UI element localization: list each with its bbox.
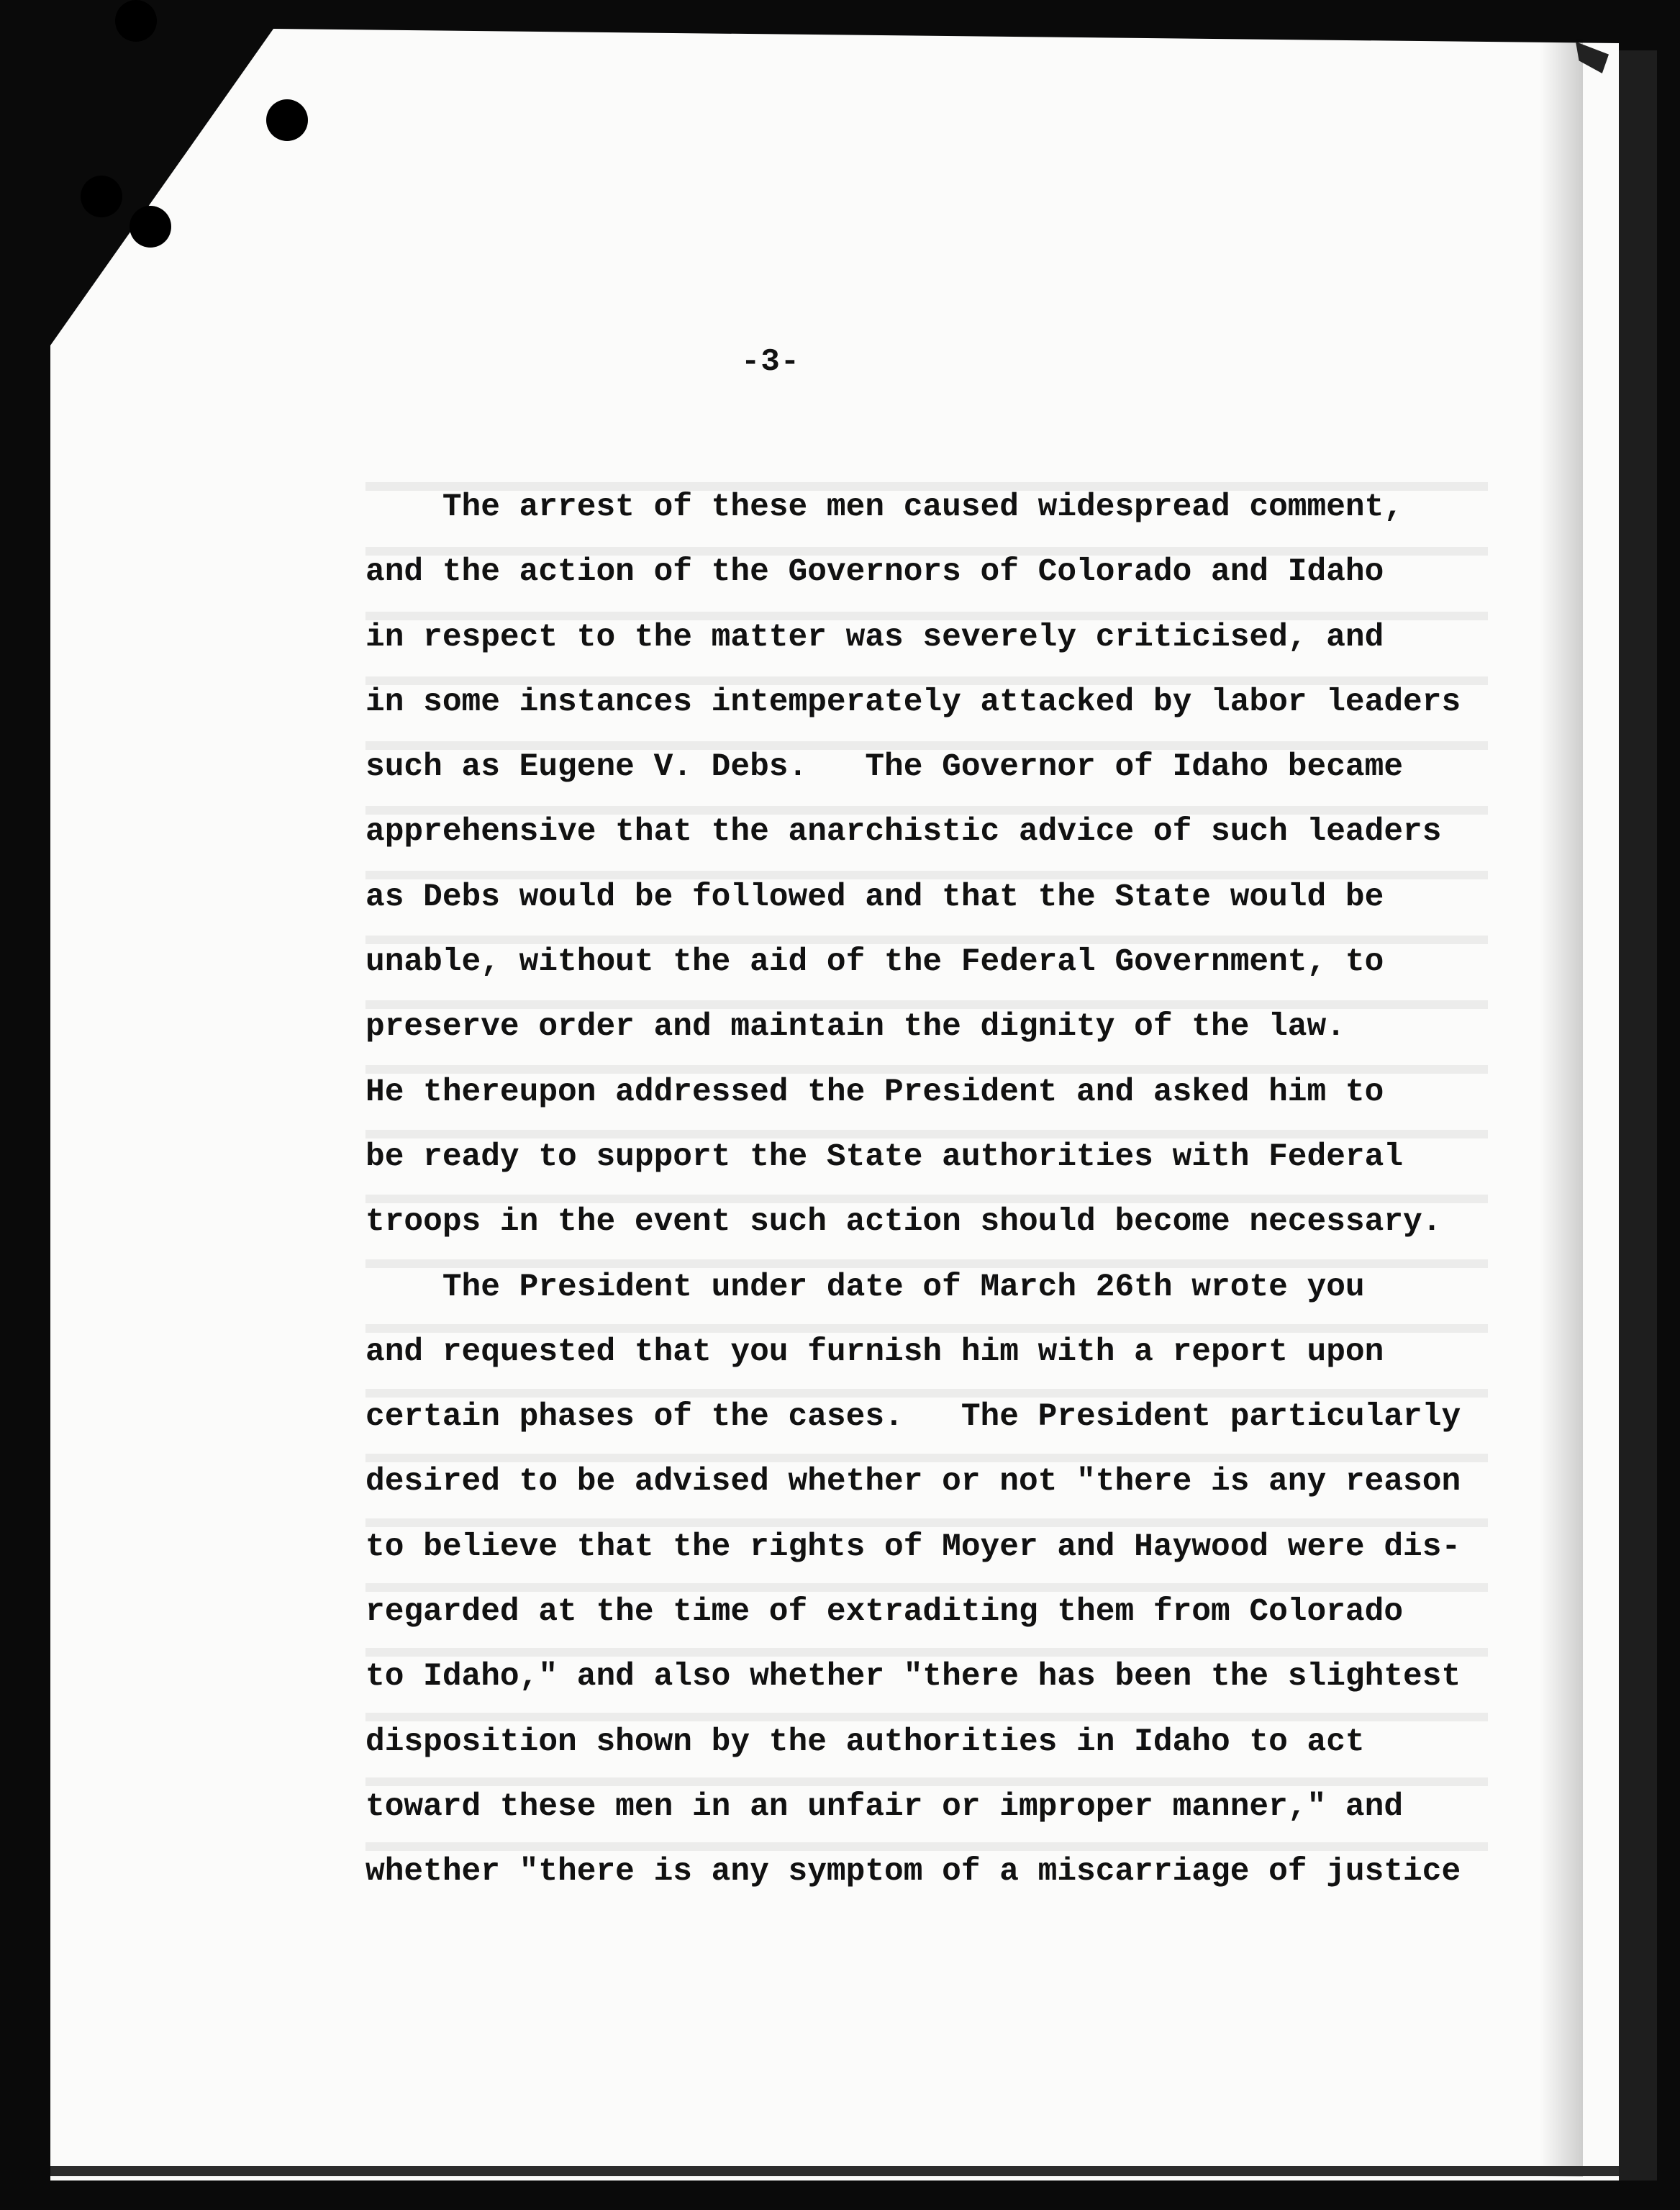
text-line: preserve order and maintain the dignity of the law.: [365, 1009, 1345, 1046]
text-line: be ready to support the State authorities with Federal: [365, 1138, 1404, 1175]
paper-shadow: [1540, 40, 1583, 2177]
text-line: to believe that the rights of Moyer and Haywood were dis-: [365, 1529, 1461, 1565]
text-line: troops in the event such action should become necessary.: [365, 1204, 1442, 1241]
text-line: in respect to the matter was severely criticised, and: [365, 619, 1384, 656]
text-line: and requested that you furnish him with a report upon: [365, 1333, 1384, 1370]
typed-body-text: [365, 475, 1488, 1905]
punch-hole: [115, 0, 157, 42]
text-line: He thereupon addressed the President and asked him to: [365, 1074, 1384, 1110]
text-line: regarded at the time of extraditing them from Colorado: [365, 1594, 1404, 1631]
punch-hole: [81, 176, 122, 217]
text-line: and the action of the Governors of Colorado and Idaho: [365, 554, 1384, 591]
punch-hole: [266, 99, 308, 141]
text-line: to Idaho," and also whether "there has been the slightest: [365, 1659, 1461, 1695]
text-line: toward these men in an unfair or improper manner," and: [365, 1788, 1404, 1825]
text-line: in some instances intemperately attacked by labor leaders: [365, 684, 1461, 720]
text-line: such as Eugene V. Debs. The Governor of Idaho became: [365, 749, 1404, 786]
text-line: whether "there is any symptom of a miscarriage of justice: [365, 1854, 1461, 1890]
text-line: as Debs would be followed and that the State would be: [365, 879, 1384, 915]
text-line: disposition shown by the authorities in Idaho to act: [365, 1724, 1365, 1760]
paper-bottom-edge: [50, 2166, 1619, 2176]
text-line: apprehensive that the anarchistic advice of such leaders: [365, 814, 1442, 851]
text-line: desired to be advised whether or not "there is any reason: [365, 1464, 1461, 1500]
text-line: The arrest of these men caused widespread comment,: [365, 489, 1404, 525]
punch-hole: [130, 206, 171, 248]
text-line: The President under date of March 26th wrote you: [365, 1269, 1365, 1305]
page-number: -3-: [741, 344, 801, 380]
text-line: certain phases of the cases. The President particularly: [365, 1399, 1461, 1436]
text-line: unable, without the aid of the Federal Government, to: [365, 944, 1384, 981]
